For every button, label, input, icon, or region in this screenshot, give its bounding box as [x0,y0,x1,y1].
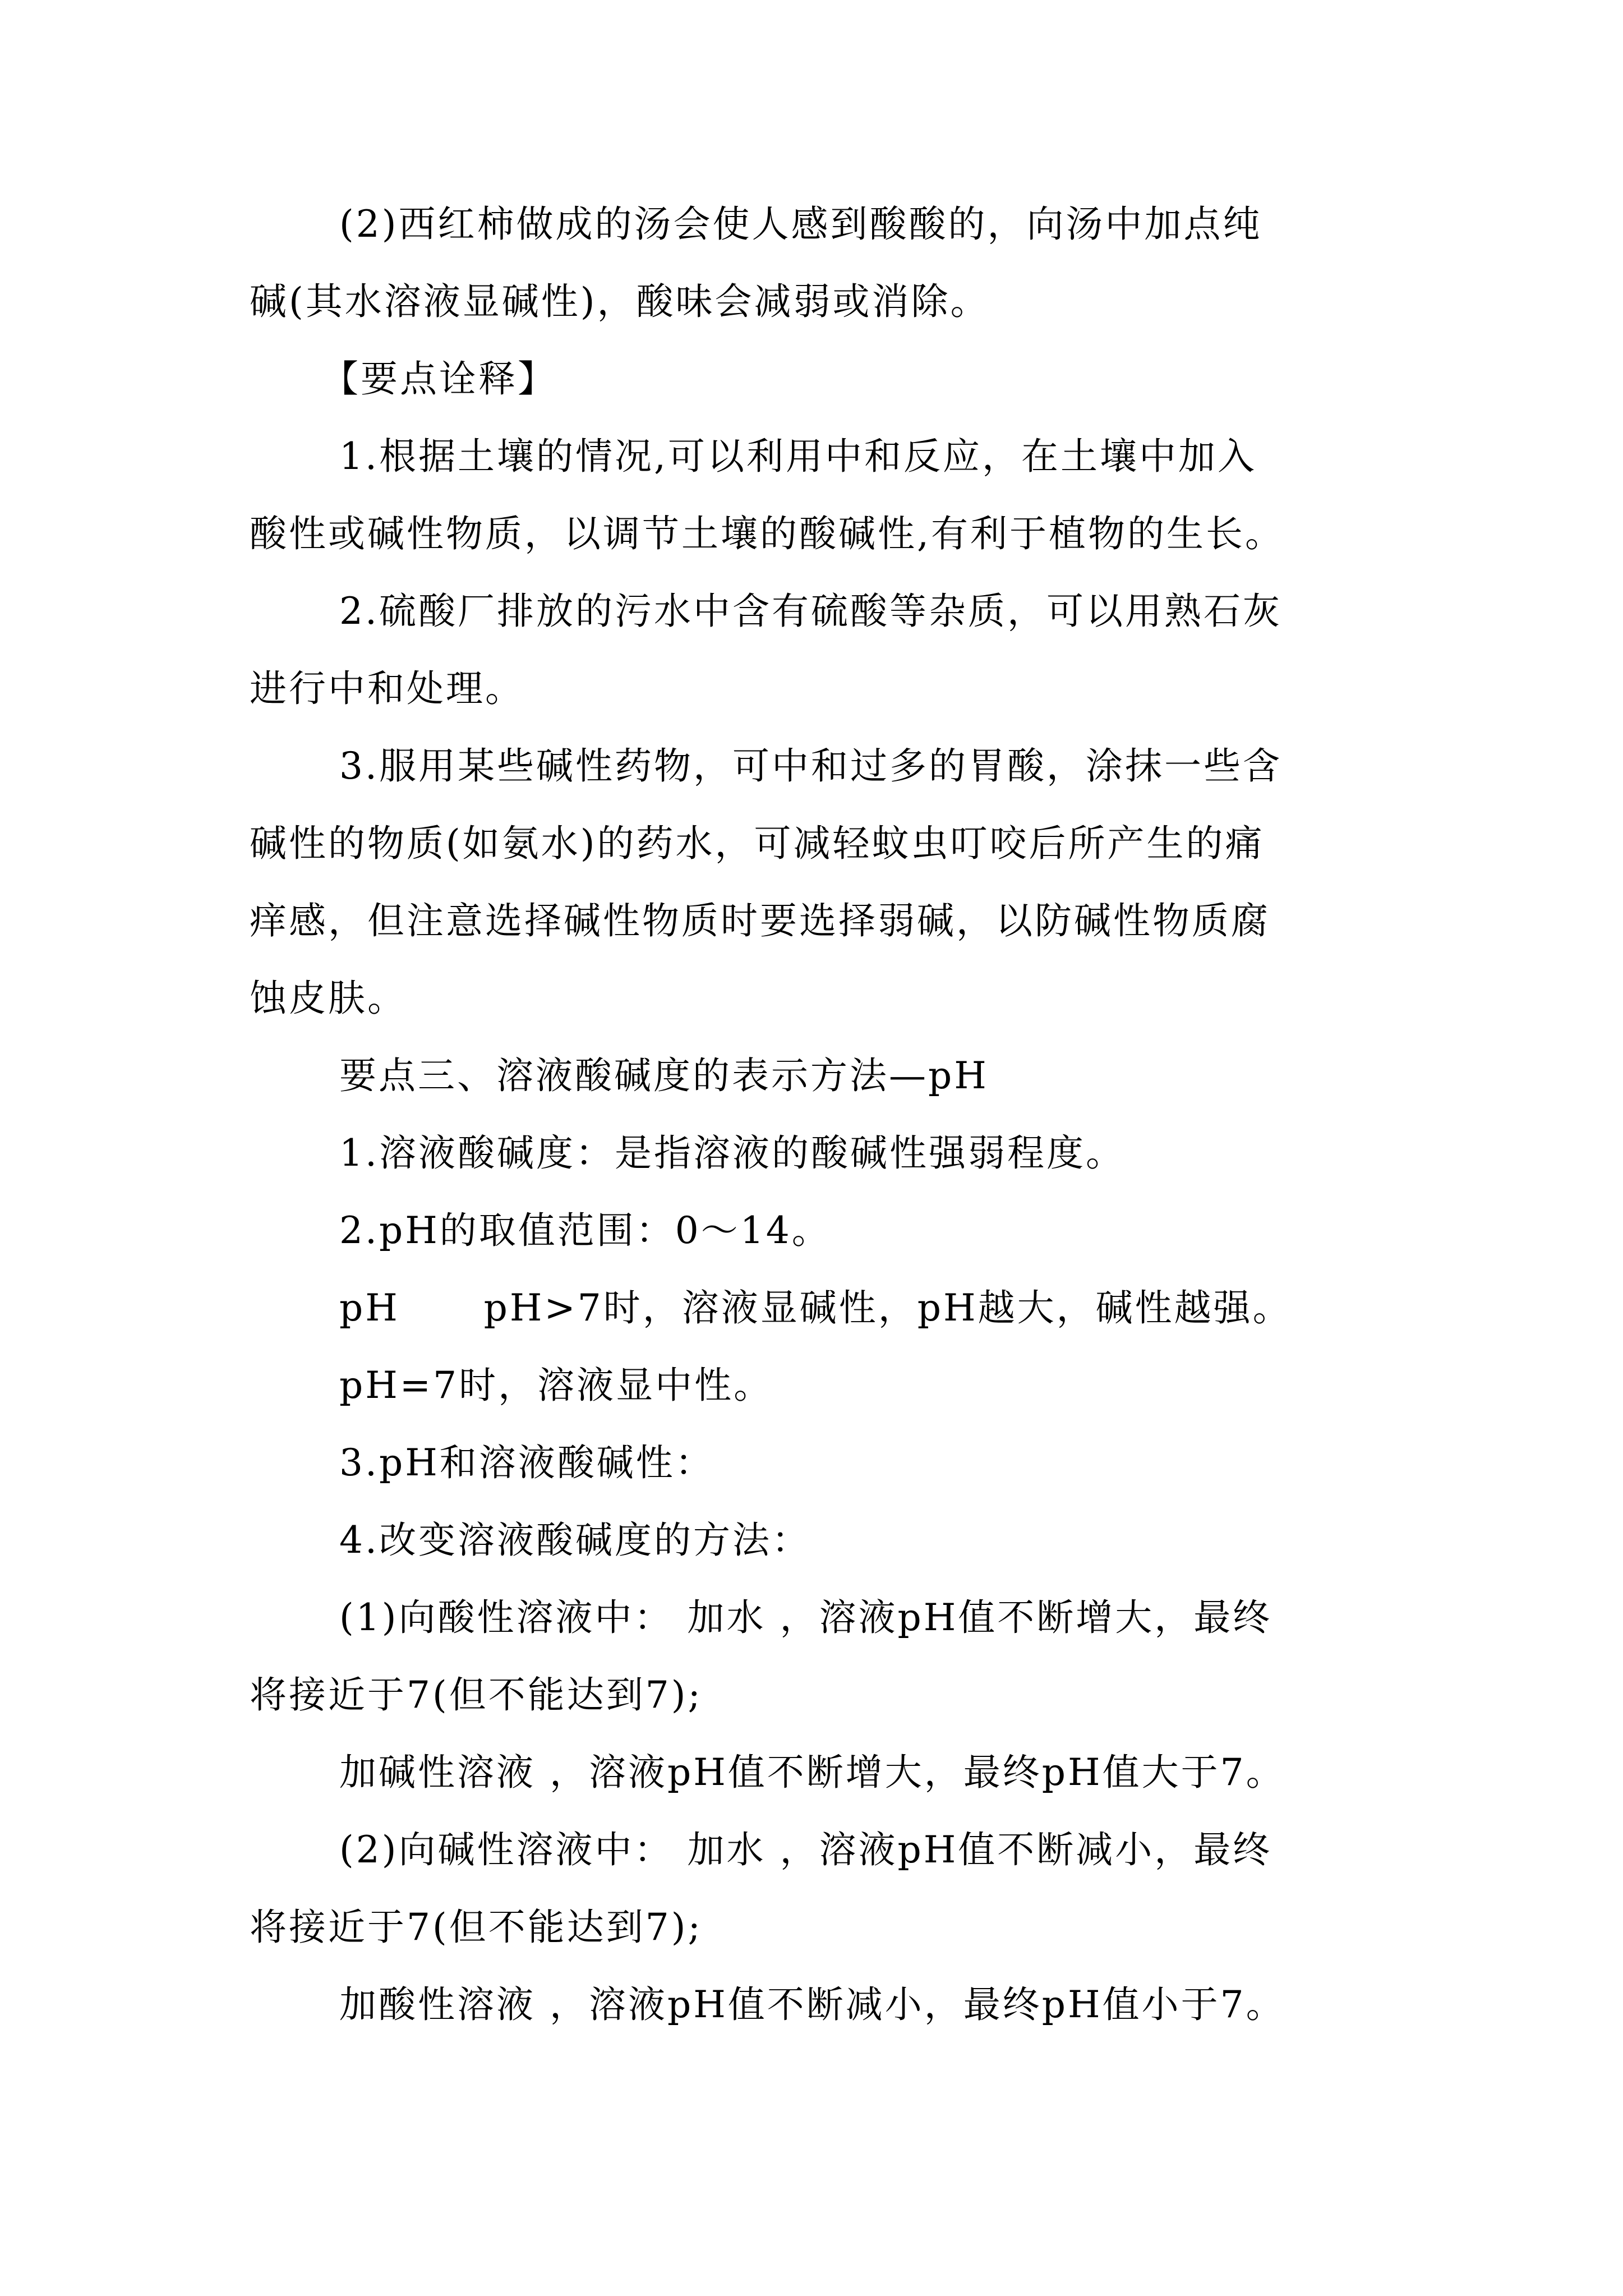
text-line: (2)西红柿做成的汤会使人感到酸酸的，向汤中加点纯 [339,203,1262,246]
text-line: 蚀皮肤。 [250,977,407,1020]
text-line: 加碱性溶液 ，溶液pH值不断增大，最终pH值大于7。 [339,1751,1285,1794]
text-line: pH=7时，溶液显中性。 [339,1364,773,1407]
text-line: 酸性或碱性物质，以调节土壤的酸碱性,有利于植物的生长。 [250,512,1284,555]
text-line: 将接近于7(但不能达到7); [250,1906,703,1949]
document-text [250,196,1394,2054]
text-line: 碱(其水溶液显碱性)，酸味会减弱或消除。 [250,280,990,323]
text-line: 痒感，但注意选择碱性物质时要选择弱碱，以防碱性物质腐 [250,899,1270,942]
section-heading: 要点三、溶液酸碱度的表示方法—pH [339,1054,989,1097]
text-line: (2)向碱性溶液中： 加水 ，溶液pH值不断减小，最终 [339,1828,1272,1871]
text-line: 3.pH和溶液酸碱性： [339,1441,714,1484]
text-line: 进行中和处理。 [250,667,524,710]
text-line: 4.改变溶液酸碱度的方法： [339,1519,811,1562]
text-line: 1.根据土壤的情况,可以利用中和反应，在土壤中加入 [339,435,1257,478]
section-heading: 【要点诠释】 [321,357,557,401]
text-line: pH pH>7时，溶液显碱性，pH越大，碱性越强。 [339,1286,1292,1329]
text-line: 1.溶液酸碱度：是指溶液的酸碱性强弱程度。 [339,1131,1125,1175]
text-line: 2.pH的取值范围：0～14。 [339,1209,831,1252]
text-line: (1)向酸性溶液中： 加水 ，溶液pH值不断增大，最终 [339,1596,1272,1639]
text-line: 2.硫酸厂排放的污水中含有硫酸等杂质，可以用熟石灰 [339,590,1282,633]
text-line: 碱性的物质(如氨水)的药水，可减轻蚊虫叮咬后所产生的痛 [250,822,1265,865]
text-line: 加酸性溶液 ，溶液pH值不断减小，最终pH值小于7。 [339,1983,1285,2026]
text-line: 将接近于7(但不能达到7); [250,1673,703,1717]
text-line: 3.服用某些碱性药物，可中和过多的胃酸，涂抹一些含 [339,744,1282,788]
